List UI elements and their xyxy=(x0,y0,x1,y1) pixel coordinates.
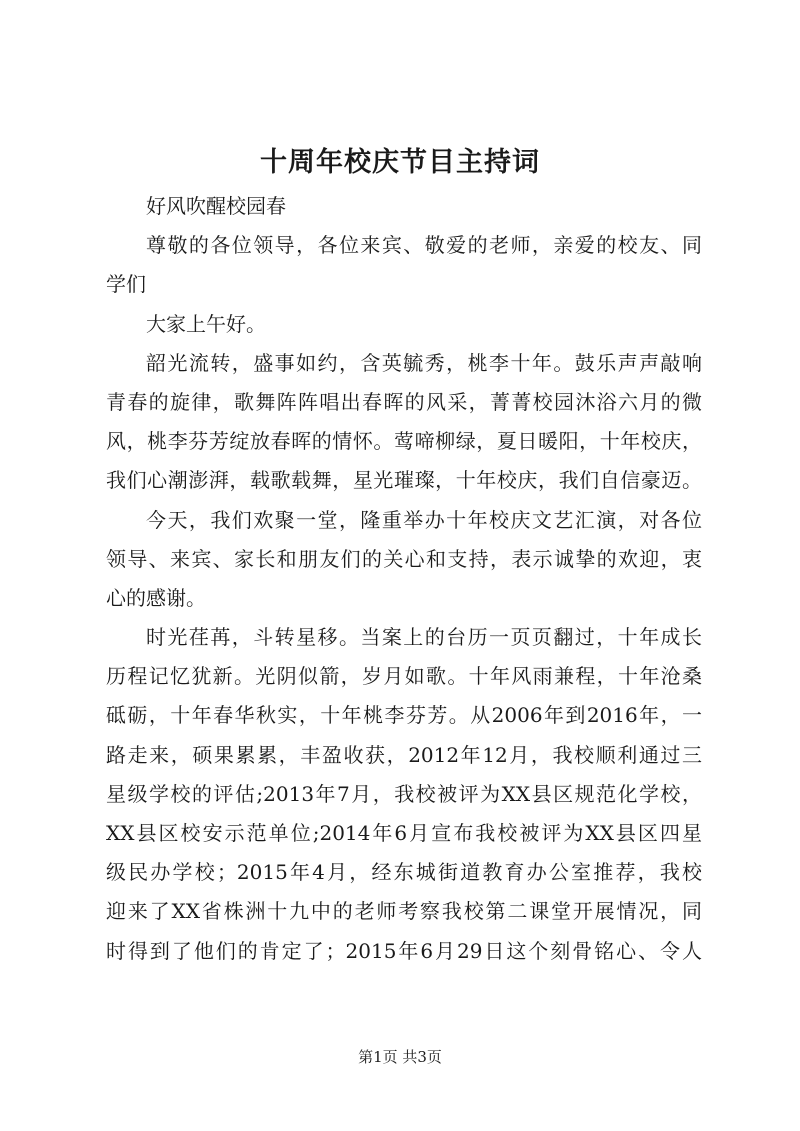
paragraph-line: 学们 xyxy=(106,272,146,297)
paragraph-line: 我们心潮澎湃，载歌载舞，星光璀璨，十年校庆，我们自信豪迈。 xyxy=(106,468,702,493)
paragraph-line: 迎来了XX省株洲十九中的老师考察我校第二课堂开展情况，同 xyxy=(106,899,702,924)
paragraph-line: 路走来，硕果累累，丰盈收获，2012年12月，我校顺利通过三 xyxy=(106,742,702,767)
paragraph-line: 砥砺，十年春华秋实，十年桃李芬芳。从2006年到2016年，一 xyxy=(106,703,702,728)
paragraph-line: 风，桃李芬芳绽放春晖的情怀。莺啼柳绿，夏日暖阳，十年校庆， xyxy=(106,429,702,454)
paragraph-line: 历程记忆犹新。光阴似箭，岁月如歌。十年风雨兼程，十年沧桑 xyxy=(106,664,702,689)
paragraph-line: 韶光流转，盛事如约，含英毓秀，桃李十年。鼓乐声声敲响 xyxy=(146,350,702,375)
paragraph-line: 级民办学校；2015年4月，经东城街道教育办公室推荐，我校 xyxy=(106,860,702,885)
paragraph-line: 大家上午好。 xyxy=(146,311,266,336)
document-body xyxy=(106,187,702,971)
paragraph-line: 时得到了他们的肯定了；2015年6月29日这个刻骨铭心、令人 xyxy=(106,938,702,963)
paragraph-line: 时光荏苒，斗转星移。当案上的台历一页页翻过，十年成长 xyxy=(146,625,702,650)
paragraph-line: 青春的旋律，歌舞阵阵唱出春晖的风采，菁菁校园沐浴六月的微 xyxy=(106,389,702,414)
page-footer: 第1页 共3页 xyxy=(358,1048,442,1066)
document-title: 十周年校庆节目主持词 xyxy=(260,147,540,178)
paragraph-line: 星级学校的评估;2013年7月，我校被评为XX县区规范化学校， xyxy=(106,781,702,806)
subtitle-line: 好风吹醒校园春 xyxy=(146,194,286,218)
paragraph-line: XX县区校安示范单位;2014年6月宣布我校被评为XX县区四星 xyxy=(106,821,702,845)
paragraph-line: 尊敬的各位领导，各位来宾、敬爱的老师，亲爱的校友、同 xyxy=(146,233,702,258)
paragraph-line: 今天，我们欢聚一堂，隆重举办十年校庆文艺汇演，对各位 xyxy=(146,507,702,532)
paragraph-line: 心的感谢。 xyxy=(106,585,206,610)
paragraph-line: 领导、来宾、家长和朋友们的关心和支持，表示诚挚的欢迎，衷 xyxy=(106,546,702,571)
